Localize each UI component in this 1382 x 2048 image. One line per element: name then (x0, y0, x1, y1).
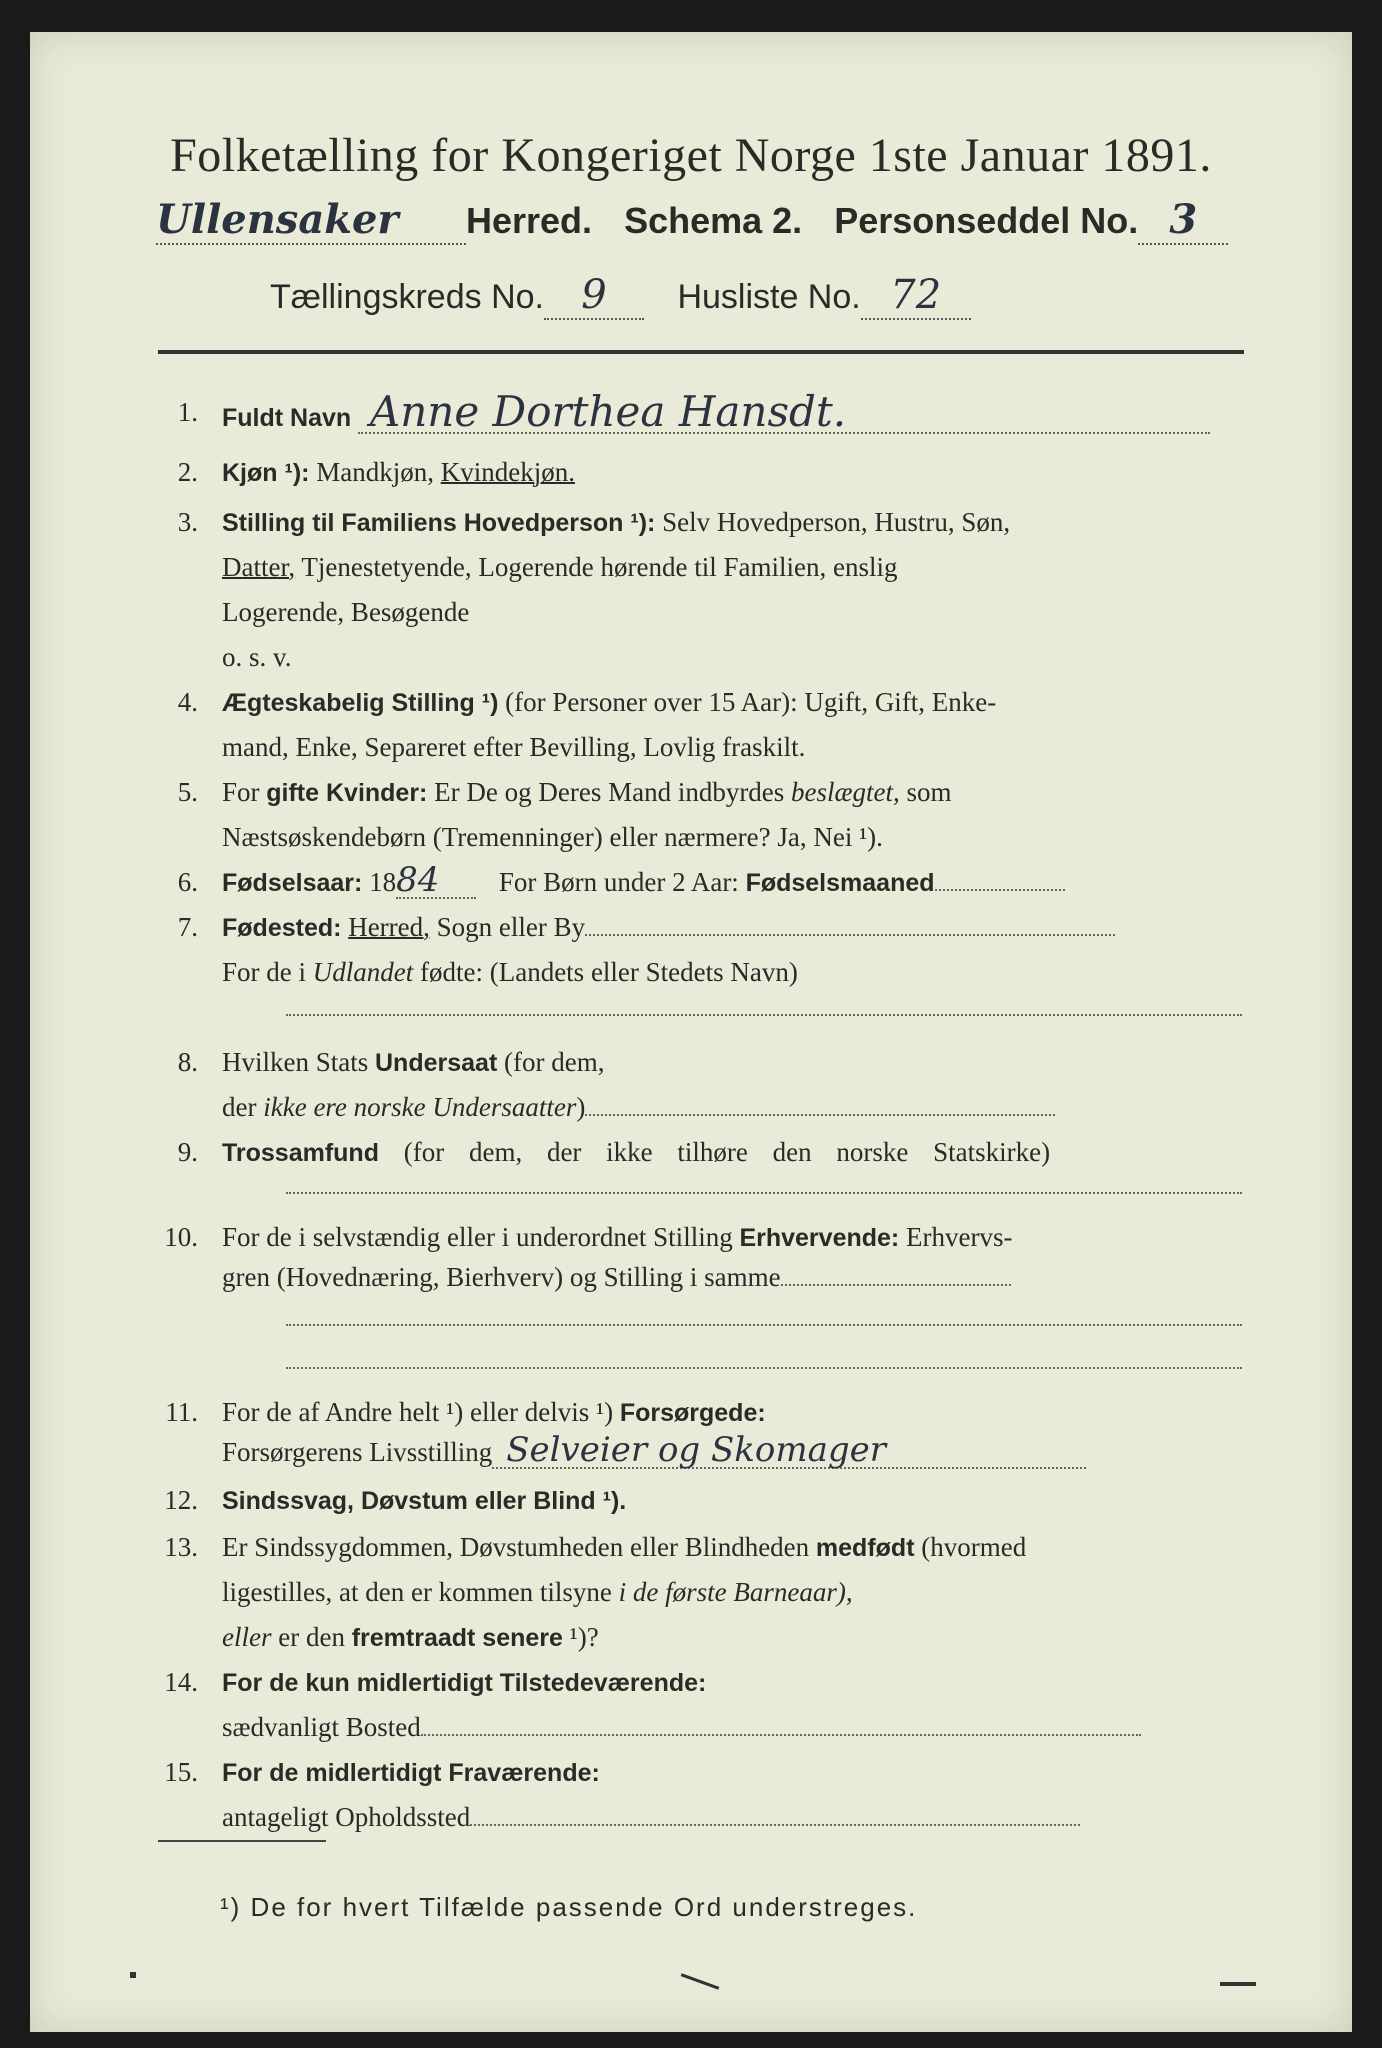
item-number: 12. (164, 1485, 198, 1515)
item-bold: medfødt (815, 1534, 915, 1562)
year-prefix: 18 (369, 867, 397, 897)
item-number: 10. (164, 1222, 198, 1252)
item-italic: eller (222, 1622, 272, 1652)
item-text: (for dem, der ikke tilhøre den norske Statskirke) (403, 1137, 1051, 1167)
item-number: 5. (177, 777, 198, 807)
item-7-line-2 (222, 952, 1248, 992)
herred-handwritten: Ullensaker (156, 196, 466, 245)
item-bold: gifte Kvinder: (266, 779, 428, 807)
item-10-line-2 (222, 1257, 1248, 1297)
item-13-line-3 (222, 1617, 1248, 1658)
item-label: Trossamfund (222, 1139, 379, 1167)
item-label: For de i selvstændig eller i underordnet Stilling (222, 1222, 733, 1252)
item-text: (for dem, (504, 1047, 605, 1077)
item-number: 3. (177, 507, 198, 537)
option-female-underlined: Kvindekjøn. (440, 457, 575, 487)
item-text: Sogn eller By (436, 912, 586, 942)
item-text: (hvormed (921, 1532, 1027, 1562)
item-text: (for Personer over 15 Aar): Ugift, Gift, Enke- (505, 687, 997, 717)
item-number: 2. (177, 457, 198, 487)
item-8-line-2 (222, 1087, 1248, 1127)
item-number: 11. (165, 1397, 198, 1427)
header-divider (158, 350, 1244, 354)
item-label: Fuldt Navn (222, 404, 352, 432)
item-bold: Fødselsmaaned (745, 869, 935, 897)
item-text: er den (278, 1622, 345, 1652)
item-number: 1. (177, 397, 198, 427)
item-text: der (222, 1092, 257, 1122)
item-9-blank-line (286, 1192, 1242, 1194)
occupation-handwritten: Selveier og Skomager (492, 1433, 1086, 1469)
footnote-divider (158, 1840, 326, 1842)
item-label: For (222, 777, 260, 807)
item-text: Forsørgerens Livsstilling (222, 1437, 493, 1467)
option-datter-underlined: Datter, (222, 552, 296, 582)
item-number: 8. (177, 1047, 198, 1077)
schema-label: Schema 2. (624, 200, 803, 241)
footnote: ¹) De for hvert Tilfælde passende Ord understreges. (220, 1892, 918, 1922)
item-text: Er De og Deres Mand indbyrdes (434, 777, 785, 807)
item-text: fødte: (Landets eller Stedets Navn) (420, 957, 798, 987)
ink-mark (681, 1973, 720, 1990)
item-bold: Undersaat (375, 1049, 498, 1077)
item-number: 4. (177, 687, 198, 717)
item-bold: Forsørgede: (619, 1399, 766, 1427)
item-13-line-2 (222, 1572, 1248, 1612)
item-text: som (906, 777, 952, 807)
item-label: For de kun midlertidigt Tilstedeværende: (222, 1669, 707, 1697)
item-15-line-2 (222, 1797, 1248, 1837)
herred-line (156, 196, 1256, 252)
item-text: Selv Hovedperson, Hustru, Søn, (662, 507, 1011, 537)
personseddel-label: Personseddel No. (834, 200, 1139, 241)
form-title: Folketælling for Kongeriget Norge 1ste Januar 1891. (170, 129, 1212, 182)
item-number: 13. (164, 1532, 198, 1562)
ink-mark (130, 1972, 136, 1978)
item-number: 7. (177, 912, 198, 942)
item-5-line-2: Næstsøskendebørn (Tremenninger) eller nærmere? Ja, Nei ¹). (222, 822, 883, 852)
item-11-line-2 (222, 1432, 1248, 1472)
item-label: Sindssvag, Døvstum eller Blind ¹). (222, 1487, 627, 1515)
item-text: sædvanligt Bosted (222, 1712, 421, 1742)
item-bold: fremtraadt senere (351, 1624, 563, 1652)
item-label: Stilling til Familiens Hovedperson ¹): (222, 509, 656, 537)
item-text: For Børn under 2 Aar: (498, 867, 739, 897)
item-label: For de midlertidigt Fraværende: (222, 1759, 600, 1787)
item-label: Hvilken Stats (222, 1047, 369, 1077)
item-label: Kjøn ¹): (222, 459, 310, 487)
husliste-label: Husliste No. (677, 278, 861, 316)
item-3-line-3: Logerende, Besøgende (222, 597, 470, 627)
kreds-line (270, 272, 1170, 328)
item-label: Fødested: (222, 914, 342, 942)
husliste-number: 72 (861, 272, 971, 320)
item-text: Tjenestetyende, Logerende hørende til Familien, enslig (301, 552, 898, 582)
item-number: 14. (164, 1667, 198, 1697)
census-form-sheet (30, 32, 1352, 2032)
item-3-line-4: o. s. v. (222, 642, 292, 672)
item-label: For de af Andre helt ¹) eller delvis ¹) (222, 1397, 614, 1427)
item-text: ¹)? (569, 1622, 599, 1652)
option-male: Mandkjøn, (316, 457, 434, 487)
item-4-line-2: mand, Enke, Separeret efter Bevilling, Lovlig fraskilt. (222, 732, 806, 762)
item-number: 6. (177, 867, 198, 897)
year-handwritten: 84 (396, 863, 476, 899)
item-italic: i de første Barneaar), (618, 1577, 853, 1607)
item-3-line-2 (222, 547, 1248, 587)
item-text: ) (576, 1092, 586, 1122)
item-number: 15. (164, 1757, 198, 1787)
ink-mark (1220, 1982, 1256, 1986)
herred-label: Herred. (466, 200, 593, 241)
item-text: Erhvervs- (906, 1222, 1013, 1252)
item-number: 9. (177, 1137, 198, 1167)
item-text: For de i (222, 957, 306, 987)
item-14-line-2 (222, 1707, 1248, 1747)
kreds-label: Tællingskreds No. (270, 278, 544, 316)
item-label: Fødselsaar: (222, 869, 363, 897)
item-10-blank-line-1 (286, 1324, 1242, 1326)
item-bold: Erhvervende: (739, 1224, 900, 1252)
item-label: Ægteskabelig Stilling ¹) (222, 689, 499, 717)
name-handwritten: Anne Dorthea Hansdt. (358, 392, 1210, 434)
kreds-number: 9 (544, 272, 644, 320)
item-italic: ikke ere norske Undersaatter (263, 1092, 577, 1122)
item-label: Er Sindssygdommen, Døvstumheden eller Blindheden (222, 1532, 810, 1562)
item-text: gren (Hovednæring, Bierhverv) og Stilling i samme (222, 1262, 781, 1292)
item-7-blank-line (286, 1014, 1242, 1016)
personseddel-number: 3 (1138, 196, 1228, 245)
item-text: antageligt Opholdssted (222, 1802, 471, 1832)
item-italic: beslægtet, (791, 777, 900, 807)
item-italic: Udlandet (312, 957, 414, 987)
item-10-blank-line-2 (286, 1367, 1242, 1369)
option-herred-underlined: Herred, (348, 912, 430, 942)
item-text: ligestilles, at den er kommen tilsyne (222, 1577, 612, 1607)
